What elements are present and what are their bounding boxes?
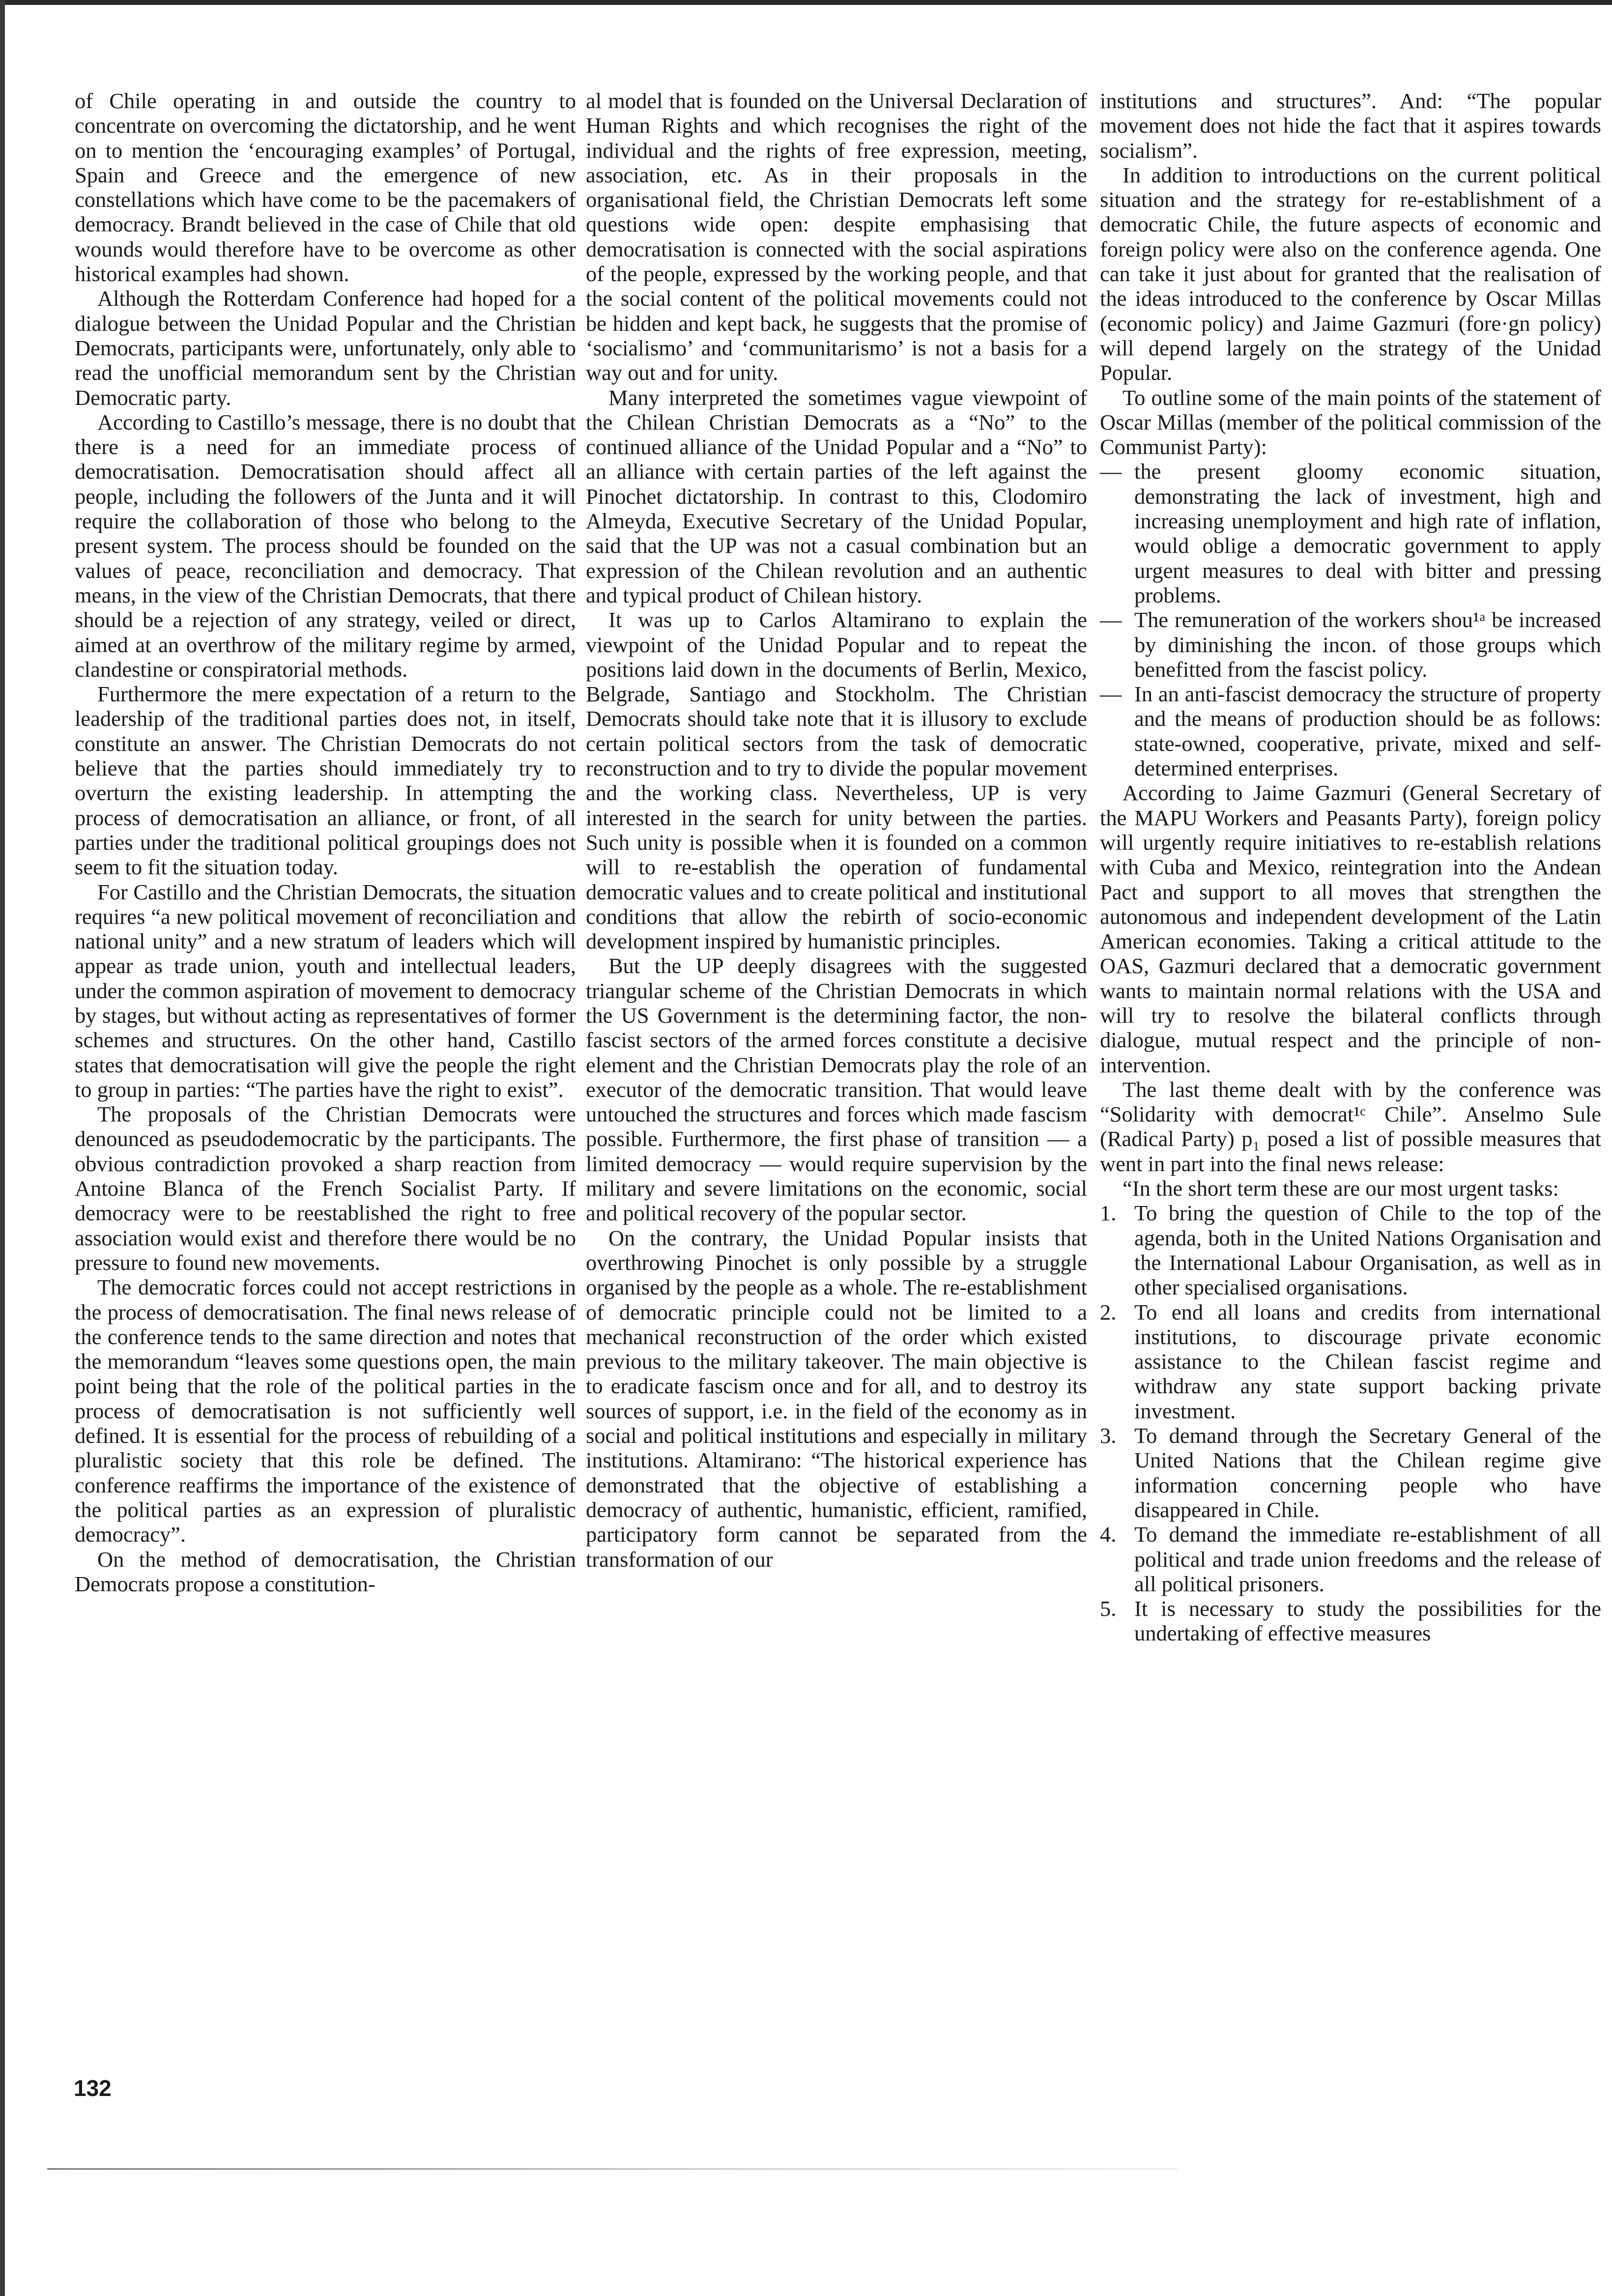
- paragraph: According to Castillo’s message, there is no doubt that there is a need for an immediate process of democratisation. Democratisation should affect all people, including the followers of the Junta and it will require the collaboration of those who belong to the present system. The process should be founded on the values of peace, reconciliation and democracy. That means, in the view of the Christian Democrats, that there should be a rejection of any strategy, veiled or direct, aimed at an overthrow of the military regime by armed, clandestine or conspiratorial methods.: [75, 409, 576, 682]
- list-item-text: It is necessary to study the possibilities for the undertaking of effective measures: [1134, 1596, 1601, 1646]
- paragraph: al model that is founded on the Universal Declaration of Human Rights and which recognises the right of the individual and the rights of free expression, meeting, association, etc. As in their proposals in the organisational field, the Christian Democrats left some questions wide open: despite emphasising that democratisation is connected with the social aspirations of the people, expressed by the working people, and that the social content of the political movements could not be hidden and kept back, he suggests that the promise of ‘socialismo’ and ‘communitarismo’ is not a basis for a way out and for unity.: [586, 88, 1087, 385]
- list-item-text: The remuneration of the workers shou¹ᵃ be increased by diminishing the incon. of those groups which benefitted from the fascist policy.: [1134, 607, 1601, 682]
- page-top-edge: [0, 0, 1612, 5]
- paragraph: The last theme dealt with by the conference was “Solidarity with democrat¹ᶜ Chile”. Anselmo Sule (Radical Party) p₁ posed a list of possible measures that went in part into the final news release:: [1100, 1077, 1601, 1176]
- footer-rule: [47, 2168, 1178, 2170]
- numbered-list-item: [1100, 1596, 1601, 1646]
- list-item-text: the present gloomy economic situation, demonstrating the lack of investment, high and increasing unemployment and high rate of inflation, would oblige a democratic government to apply urgent measures to deal with bitter and pressing problems.: [1134, 459, 1601, 607]
- numbered-list-item: [1100, 1423, 1601, 1522]
- list-marker: —: [1100, 459, 1122, 484]
- paragraph: Furthermore the mere expectation of a return to the leadership of the traditional parties does not, in itself, constitute an answer. The Christian Democrats do not believe that the parties should immediately try to overturn the existing leadership. In attempting the process of democratisation an alliance, or front, of all parties under the traditional political groupings does not seem to fit the situation today.: [75, 682, 576, 880]
- page-number: 132: [74, 2075, 112, 2101]
- numbered-list-item: [1100, 1300, 1601, 1423]
- list-marker: 1.: [1100, 1201, 1117, 1226]
- list-item-text: In an anti-fascist democracy the structure of property and the means of production should be as follows: state-owned, cooperative, private, mixed and self-determined enterprises.: [1134, 682, 1601, 781]
- dash-list-item: [1100, 607, 1601, 682]
- dash-list-item: [1100, 682, 1601, 780]
- list-marker: 5.: [1100, 1596, 1117, 1621]
- page-left-edge: [0, 0, 5, 2296]
- paragraph: Although the Rotterdam Conference had hoped for a dialogue between the Unidad Popular and the Christian Democrats, participants were, unfortunately, only able to read the unofficial memorandum sent by the Christian Democratic party.: [75, 286, 576, 410]
- paragraph: In addition to introductions on the current political situation and the strategy for re-establishment of a democratic Chile, the future aspects of economic and foreign policy were also on the conference agenda. One can take it just about for granted that the realisation of the ideas introduced to the conference by Oscar Millas (economic policy) and Jaime Gazmuri (fore·gn policy) will depend largely on the strategy of the Unidad Popular.: [1100, 162, 1601, 385]
- list-item-text: To demand the immediate re-establishment of all political and trade union freedoms and the release of all political prisoners.: [1134, 1522, 1601, 1596]
- paragraph: The proposals of the Christian Democrats were denounced as pseudodemocratic by the participants. The obvious contradiction provoked a sharp reaction from Antoine Blanca of the French Socialist Party. If democracy were to be reestablished the right to free association would exist and therefore there would be no pressure to found new movements.: [75, 1102, 576, 1275]
- paragraph: On the method of democratisation, the Christian Democrats propose a constitution-: [75, 1547, 576, 1596]
- list-marker: 3.: [1100, 1423, 1117, 1448]
- list-item-text: To bring the question of Chile to the top of the agenda, both in the United Nations Organisation and the International Labour Organisation, as well as in other specialised organisations.: [1134, 1201, 1601, 1300]
- paragraph: For Castillo and the Christian Democrats, the situation requires “a new political movement of reconciliation and national unity” and a new stratum of leaders which will appear as trade union, youth and intellectual leaders, under the common aspiration of movement to democracy by stages, but without acting as representatives of former schemes and structures. On the other hand, Castillo states that democratisation will give the people the right to group in parties: “The parties have the right to exist”.: [75, 879, 576, 1102]
- paragraph: According to Jaime Gazmuri (General Secretary of the MAPU Workers and Peasants Party), foreign policy will urgently require initiatives to re-establish relations with Cuba and Mexico, reintegration into the Andean Pact and support to all moves that strengthen the autonomous and independent development of the Latin American economies. Taking a critical attitude to the OAS, Gazmuri declared that a democratic government wants to maintain normal relations with the USA and will try to resolve the bilateral conflicts through dialogue, mutual respect and the principle of non-intervention.: [1100, 780, 1601, 1077]
- paragraph: of Chile operating in and outside the country to concentrate on overcoming the dictatorship, and he went on to mention the ‘encouraging examples’ of Portugal, Spain and Greece and the emergence of new constellations which have come to be the pacemakers of democracy. Brandt believed in the case of Chile that old wounds would therefore have to be overcome as other historical examples had shown.: [75, 88, 576, 287]
- list-item-text: To end all loans and credits from international institutions, to discourage private economic assistance to the Chilean fascist regime and withdraw any state support backing private investment.: [1134, 1299, 1601, 1423]
- numbered-list-item: [1100, 1522, 1601, 1596]
- paragraph: It was up to Carlos Altamirano to explain the viewpoint of the Unidad Popular and to repeat the positions laid down in the documents of Berlin, Mexico, Belgrade, Santiago and Stockholm. The Christian Democrats should take note that it is illusory to exclude certain political sectors from the task of democratic reconstruction and to try to divide the popular movement and the working class. Nevertheless, UP is very interested in the search for unity between the parties. Such unity is possible when it is founded on a common will to re-establish the operation of fundamental democratic values and to create political and institutional conditions that allow the rebirth of socio-economic development inspired by humanistic principles.: [586, 607, 1087, 954]
- paragraph: But the UP deeply disagrees with the suggested triangular scheme of the Christian Democrats in which the US Government is the determining factor, the non-fascist sectors of the armed forces constitute a decisive element and the Christian Democrats play the role of an executor of the democratic transition. That would leave untouched the structures and forces which made fascism possible. Furthermore, the first phase of transition — a limited democracy — would require supervision by the military and severe limitations on the economic, social and political recovery of the popular sector.: [586, 953, 1087, 1226]
- list-item-text: To demand through the Secretary General of the United Nations that the Chilean regime give information concerning people who have disappeared in Chile.: [1134, 1423, 1601, 1522]
- paragraph: On the contrary, the Unidad Popular insists that overthrowing Pinochet is only possible by a struggle organised by the people as a whole. The re-establishment of democratic principle could not be limited to a mechanical reconstruction of the order which existed previous to the military takeover. The main objective is to eradicate fascism once and for all, and to destroy its sources of support, i.e. in the field of the economy as in social and political institutions and especially in military institutions. Altamirano: “The historical experience has demonstrated that the objective of establishing a democracy of authentic, humanistic, efficient, ramified, participatory form cannot be separated from the transformation of our: [586, 1225, 1087, 1572]
- text-column-3: [1100, 88, 1601, 1646]
- text-column-2: [586, 88, 1087, 1572]
- paragraph: Many interpreted the sometimes vague viewpoint of the Chilean Christian Democrats as a “No” to the continued alliance of the Unidad Popular and a “No” to an alliance with certain parties of the left against the Pinochet dictatorship. In contrast to this, Clodomiro Almeyda, Executive Secretary of the Unidad Popular, said that the UP was not a casual combination but an expression of the Chilean revolution and an authentic and typical product of Chilean history.: [586, 385, 1087, 607]
- numbered-list-item: [1100, 1201, 1601, 1299]
- list-marker: 2.: [1100, 1299, 1117, 1324]
- list-marker: —: [1100, 607, 1122, 632]
- list-marker: —: [1100, 682, 1122, 707]
- paragraph: The democratic forces could not accept restrictions in the process of democratisation. The final news release of the conference tends to the same direction and notes that the memorandum “leaves some questions open, the main point being that the role of the political parties in the process of democratisation is not sufficiently well defined. It is essential for the process of rebuilding of a pluralistic society that this role be defined. The conference reaffirms the importance of the existence of the political parties as an expression of pluralistic democracy”.: [75, 1275, 576, 1547]
- dash-list-item: [1100, 459, 1601, 607]
- list-marker: 4.: [1100, 1522, 1117, 1547]
- paragraph: To outline some of the main points of the statement of Oscar Millas (member of the political commission of the Communist Party):: [1100, 385, 1601, 459]
- paragraph: “In the short term these are our most urgent tasks:: [1123, 1176, 1559, 1201]
- text-column-1: [75, 88, 576, 1596]
- paragraph: institutions and structures”. And: “The popular movement does not hide the fact that it aspires towards socialism”.: [1100, 88, 1601, 163]
